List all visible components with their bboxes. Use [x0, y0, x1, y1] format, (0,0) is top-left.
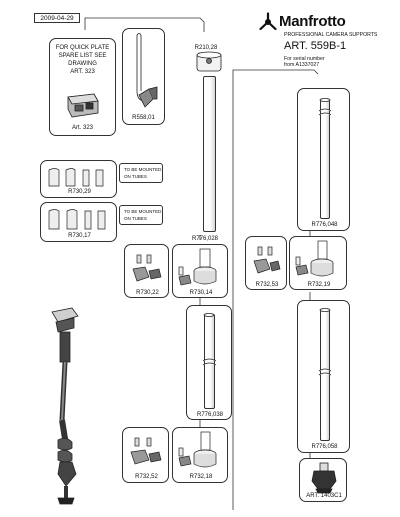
- brand-name: Manfrotto: [279, 13, 346, 30]
- mount-note-2-line-1: TO BE MOUNTED: [124, 209, 162, 214]
- part-box-r776-038: [186, 305, 232, 420]
- part-label-r730-17: R730,17: [68, 233, 91, 239]
- tube-r776-058: [320, 309, 330, 441]
- part-label-r732-18: R732,18: [189, 474, 213, 480]
- part-label-r776-048: R776,048: [311, 222, 338, 228]
- quick-plate-note-3: DRAWING: [68, 61, 97, 67]
- part-box-r732-18: [172, 427, 228, 483]
- serial-line-2: from A1337027: [284, 62, 320, 68]
- part-box-r558: [122, 28, 165, 125]
- part-label-r730-22: R730,22: [136, 290, 159, 296]
- part-box-r776-048: [297, 88, 350, 231]
- quick-plate-note-1: FOR QUICK PLATE: [55, 45, 110, 51]
- quick-plate-note-4: ART. 323: [70, 69, 95, 75]
- part-label-r730-29: R730,29: [68, 189, 91, 195]
- part-label-r732-53: R732,53: [255, 282, 279, 288]
- part-box-r730-14: [172, 244, 228, 298]
- part-box-r730-22: [124, 244, 169, 298]
- part-box-r776-058: [297, 300, 350, 453]
- part-label-r776-028: R776,028: [191, 236, 219, 242]
- article-number: ART. 559B-1: [284, 40, 347, 52]
- part-label-r210: R210,28: [194, 45, 218, 51]
- part-box-art-1403: [299, 458, 347, 502]
- quick-plate-box: [49, 38, 116, 136]
- date-stamp: 2009-04-29: [34, 13, 80, 23]
- part-label-r776-038: R776,038: [196, 412, 224, 418]
- part-box-r732-53: [245, 236, 287, 290]
- tube-r776-038: [204, 314, 215, 409]
- part-box-r730-17: [40, 202, 117, 242]
- quick-plate-note-2: SPARE LIST SEE: [58, 53, 107, 59]
- part-box-r730-29: [40, 160, 117, 198]
- manfrotto-logo-icon: [258, 12, 278, 32]
- part-box-r732-52: [122, 427, 169, 483]
- clip-part-icon: [123, 29, 166, 126]
- serial-line-1: For serial number: [284, 56, 325, 62]
- part-label-r730-14: R730,14: [189, 290, 213, 296]
- mount-note-2-line-2: ON TUBES: [124, 216, 147, 221]
- part-label-art-323: Art. 323: [71, 125, 93, 131]
- part-label-r732-19: R732,19: [307, 282, 331, 288]
- tube-r776-048: [320, 99, 330, 219]
- tube-r776-028: [203, 76, 216, 232]
- mount-note-1-line-1: TO BE MOUNTED: [124, 167, 162, 172]
- part-label-art-1403: ART. 1403C1: [306, 493, 342, 499]
- part-label-r776-058: R776,058: [311, 444, 338, 450]
- quick-plate-icon: [50, 39, 117, 137]
- part-label-r732-52: R732,52: [135, 474, 158, 480]
- part-label-r558: R558,01: [132, 115, 155, 121]
- brand-subtitle: PROFESSIONAL CAMERA SUPPORTS: [284, 32, 378, 38]
- mount-note-1-line-2: ON TUBES: [124, 174, 147, 179]
- mount-note-box-1: [119, 163, 163, 183]
- mount-note-box-2: [119, 205, 163, 225]
- part-box-r732-19: [289, 236, 347, 290]
